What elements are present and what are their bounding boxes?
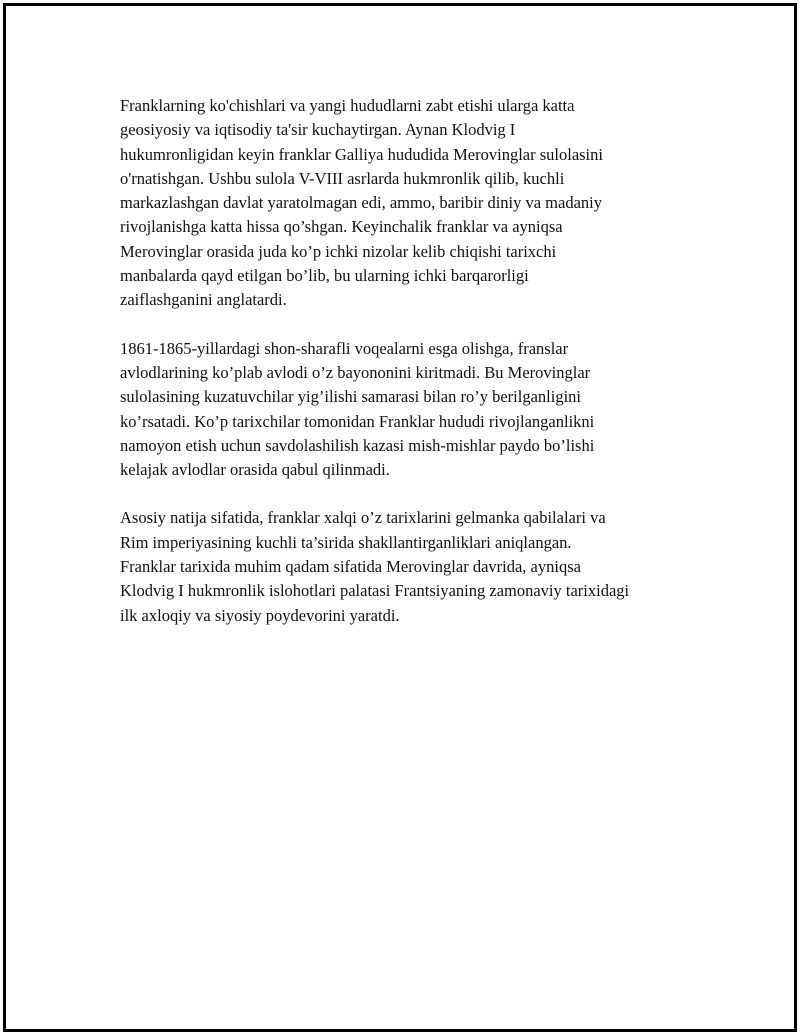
document-page [3, 3, 797, 1032]
paragraph-1: Franklarning ko'chishlari va yangi hududlarni zabt etishi ularga katta geosiyosiy va iqtisodiy ta'sir kuchaytirgan. Aynan Klodvig I hukumronligidan keyin franklar Galliya hududida Merovinglar sulolasini o'rnatishgan. Ushbu sulola V-VIII asrlarda hukmronlik qilib, kuchli markazlashgan davlat yaratolmagan edi, ammo, baribir diniy va madaniy rivojlanishga katta hissa qo’shgan. Keyinchalik franklar va ayniqsa Merovinglar orasida juda ko’p ichki nizolar kelib chiqishi tarixchi manbalarda qayd etilgan bo’lib, bu ularning ichki barqarorligi zaiflashganini anglatardi. [120, 96, 603, 310]
document-body [120, 94, 700, 652]
paragraph-3: Asosiy natija sifatida, franklar xalqi o’z tarixlarini gelmanka qabilalari va Rim imperiyasining kuchli ta’sirida shakllantirganliklari aniqlangan. Franklar tarixida muhim qadam sifatida Merovinglar davrida, ayniqsa Klodvig I hukmronlik islohotlari palatasi Frantsiyaning zamonaviy tarixidagi ilk axloqiy va siyosiy poydevorini yaratdi. [120, 508, 630, 625]
paragraph-2: 1861-1865-yillardagi shon-sharafli voqealarni esga olishga, franslar avlodlarining ko’plab avlodi o’z bayononini kiritmadi. Bu Merovinglar sulolasining kuzatuvchilar yig’ilishi samarasi bilan ro’y berilganligini ko’rsatadi. Ko’p tarixchilar tomonidan Franklar hududi rivojlanganlikni namoyon etish uchun savdolashilish kazasi mish-mishlar paydo bo’lishi kelajak avlodlar orasida qabul qilinmadi. [120, 338, 595, 480]
